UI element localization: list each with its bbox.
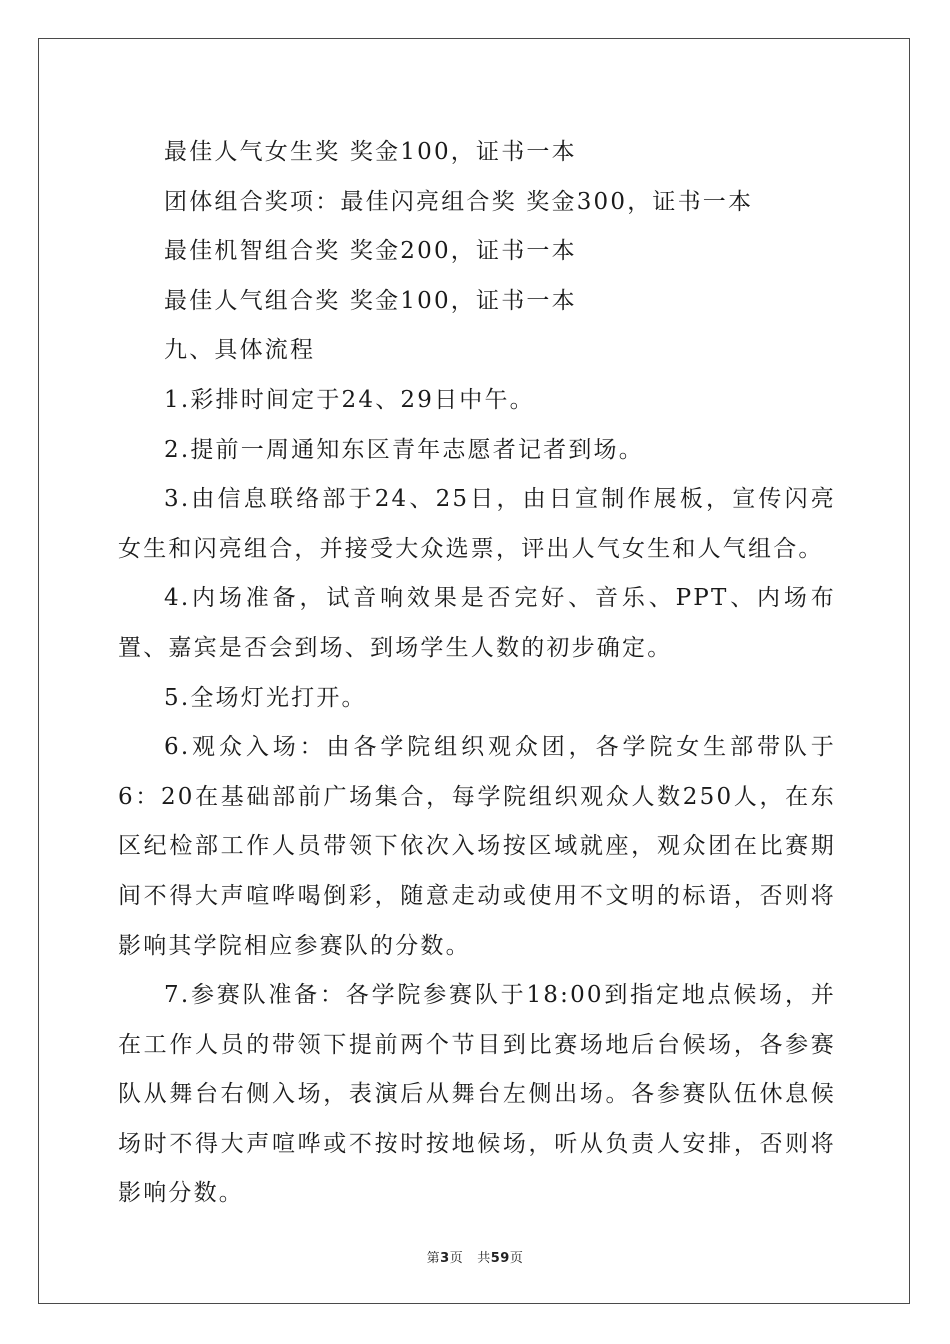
- process-step-5: 5.全场灯光打开。: [164, 684, 367, 711]
- page-suffix: 页: [449, 1251, 464, 1266]
- process-step-4: 4.内场准备，试音响效果是否完好、音乐、PPT、内场布置、嘉宾是否会到场、到场学生人数的初步确定。: [118, 585, 836, 661]
- award-line-team-shining: 团体组合奖项：最佳闪亮组合奖 奖金300，证书一本: [164, 188, 754, 215]
- process-step-6: 6.观众入场：由各学院组织观众团，各学院女生部带队于6：20在基础部前广场集合，每学院组织观众人数250人，在东区纪检部工作人员带领下依次入场按区域就座，观众团在比赛期间不得大声喧哗喝倒彩，随意走动或使用不文明的标语，否则将影响其学院相应参赛队的分数。: [118, 734, 836, 959]
- page-footer: [0, 1247, 950, 1266]
- total-prefix: 共: [477, 1251, 491, 1266]
- page-number: 3: [440, 1251, 450, 1266]
- total-pages: 59: [490, 1251, 510, 1266]
- document-body: [118, 128, 836, 1219]
- process-step-3: 3.由信息联络部于24、25日，由日宣制作展板，宣传闪亮女生和闪亮组合，并接受大众选票，评出人气女生和人气组合。: [118, 486, 836, 562]
- award-line-team-clever: 最佳机智组合奖 奖金200，证书一本: [164, 238, 577, 265]
- process-step-1: 1.彩排时间定于24、29日中午。: [164, 386, 535, 413]
- award-line-popular-girl: 最佳人气女生奖 奖金100，证书一本: [164, 139, 577, 165]
- section-heading-process: 九、具体流程: [164, 337, 316, 364]
- total-suffix: 页: [509, 1251, 524, 1266]
- process-step-2: 2.提前一周通知东区青年志愿者记者到场。: [164, 436, 644, 463]
- award-line-team-popular: 最佳人气组合奖 奖金100，证书一本: [164, 287, 577, 314]
- page-prefix: 第: [426, 1251, 441, 1266]
- process-step-7: 7.参赛队准备：各学院参赛队于18:00到指定地点候场，并在工作人员的带领下提前两个节目到比赛场地后台候场，各参赛队从舞台右侧入场，表演后从舞台左侧出场。各参赛队伍休息候场时不得大声喧哗或不按时按地候场，听从负责人安排，否则将影响分数。: [118, 982, 836, 1207]
